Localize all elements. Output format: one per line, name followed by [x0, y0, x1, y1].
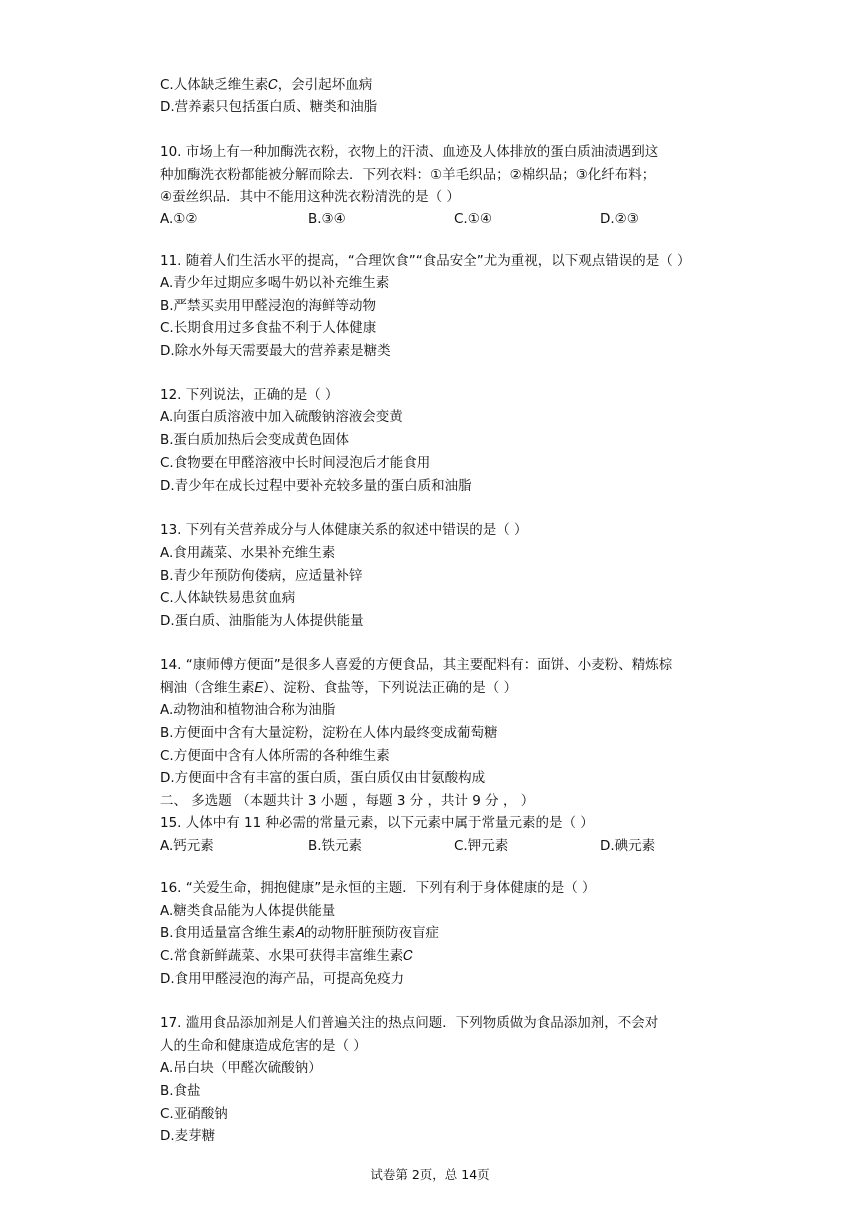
option-c: C.钾元素 — [454, 838, 509, 854]
question-14-stem-cont: 榈油（含维生素𝐸）、淀粉、食盐等，下列说法正确的是（ ） — [160, 680, 518, 696]
option-b: B.青少年预防佝偻病，应适量补锌 — [160, 568, 363, 584]
option-d: D.除水外每天需要最大的营养素是糖类 — [160, 343, 391, 359]
option-b: B.食用适量富含维生素𝐴的动物肝脏预防夜盲症 — [160, 925, 440, 941]
question-10-stem-cont: 种加酶洗衣粉都能被分解而除去．下列衣料：①羊毛织品；②棉织品；③化纤布料； — [160, 167, 656, 183]
question-17-stem-cont: 人的生命和健康造成危害的是（ ） — [160, 1038, 367, 1054]
option-c: C.方便面中含有人体所需的各种维生素 — [160, 748, 390, 764]
option-c: C.食物要在甲醛溶液中长时间浸泡后才能食用 — [160, 455, 431, 471]
question-17-stem: 17. 滥用食品添加剂是人们普遍关注的热点问题．下列物质做为食品添加剂，不会对 — [160, 1015, 659, 1031]
option-d: D.食用甲醛浸泡的海产品，可提高免疫力 — [160, 971, 405, 987]
option-c: C.长期食用过多食盐不利于人体健康 — [160, 320, 377, 336]
question-10-stem: 10. 市场上有一种加酶洗衣粉，衣物上的汗渍、血迹及人体排放的蛋白质油渍遇到这 — [160, 144, 659, 160]
question-16-stem: 16. “关爱生命，拥抱健康”是永恒的主题．下列有利于身体健康的是（ ） — [160, 880, 596, 896]
option-b: B.蛋白质加热后会变成黄色固体 — [160, 432, 350, 448]
option-b: B.方便面中含有大量淀粉，淀粉在人体内最终变成葡萄糖 — [160, 725, 498, 741]
option-c: C.亚硝酸钠 — [160, 1106, 228, 1122]
question-13-stem: 13. 下列有关营养成分与人体健康关系的叙述中错误的是（ ） — [160, 522, 528, 538]
option-b: B.铁元素 — [308, 838, 363, 854]
option-a: A.青少年过期应多喝牛奶以补充维生素 — [160, 275, 390, 291]
option-d: D.②③ — [600, 211, 639, 227]
page-footer: 试卷第 2页，总 14页 — [370, 1167, 490, 1182]
option-b: B.食盐 — [160, 1083, 201, 1099]
question-15-stem: 15. 人体中有 11 种必需的常量元素，以下元素中属于常量元素的是（ ） — [160, 815, 594, 831]
option-d: D.营养素只包括蛋白质、糖类和油脂 — [160, 99, 378, 115]
option-a: A.钙元素 — [160, 838, 214, 854]
option-d: D.蛋白质、油脂能为人体提供能量 — [160, 613, 364, 629]
option-a: A.食用蔬菜、水果补充维生素 — [160, 545, 336, 561]
option-c: C.人体缺乏维生素𝐶，会引起坏血病 — [160, 77, 373, 93]
option-b: B.严禁买卖用甲醛浸泡的海鲜等动物 — [160, 298, 377, 314]
question-12-stem: 12. 下列说法，正确的是（ ） — [160, 387, 339, 403]
option-d: D.碘元素 — [600, 838, 656, 854]
option-b: B.③④ — [308, 211, 346, 227]
option-a: A.吊白块（甲醛次硫酸钠） — [160, 1060, 322, 1076]
option-a: A.①② — [160, 211, 198, 227]
option-c: C.常食新鲜蔬菜、水果可获得丰富维生素𝐶 — [160, 948, 413, 964]
option-a: A.向蛋白质溶液中加入硫酸钠溶液会变黄 — [160, 409, 403, 425]
question-10-stem-cont: ④蚕丝织品．其中不能用这种洗衣粉清洗的是（ ） — [160, 189, 460, 205]
section-heading: 二、 多选题 （本题共计 3 小题 ，每题 3 分 ，共计 9 分 ， ） — [160, 793, 535, 809]
option-d: D.青少年在成长过程中要补充较多量的蛋白质和油脂 — [160, 478, 472, 494]
option-d: D.麦芽糖 — [160, 1128, 216, 1144]
option-a: A.糖类食品能为人体提供能量 — [160, 903, 336, 919]
option-d: D.方便面中含有丰富的蛋白质，蛋白质仅由甘氨酸构成 — [160, 770, 486, 786]
question-14-stem: 14. “康师傅方便面”是很多人喜爱的方便食品，其主要配料有：面饼、小麦粉、精炼棕 — [160, 657, 673, 673]
option-c: C.人体缺铁易患贫血病 — [160, 590, 296, 606]
option-c: C.①④ — [454, 211, 492, 227]
option-a: A.动物油和植物油合称为油脂 — [160, 702, 336, 718]
question-11-stem: 11. 随着人们生活水平的提高，“合理饮食”“食品安全”尤为重视，以下观点错误的是（ ） — [160, 253, 691, 269]
